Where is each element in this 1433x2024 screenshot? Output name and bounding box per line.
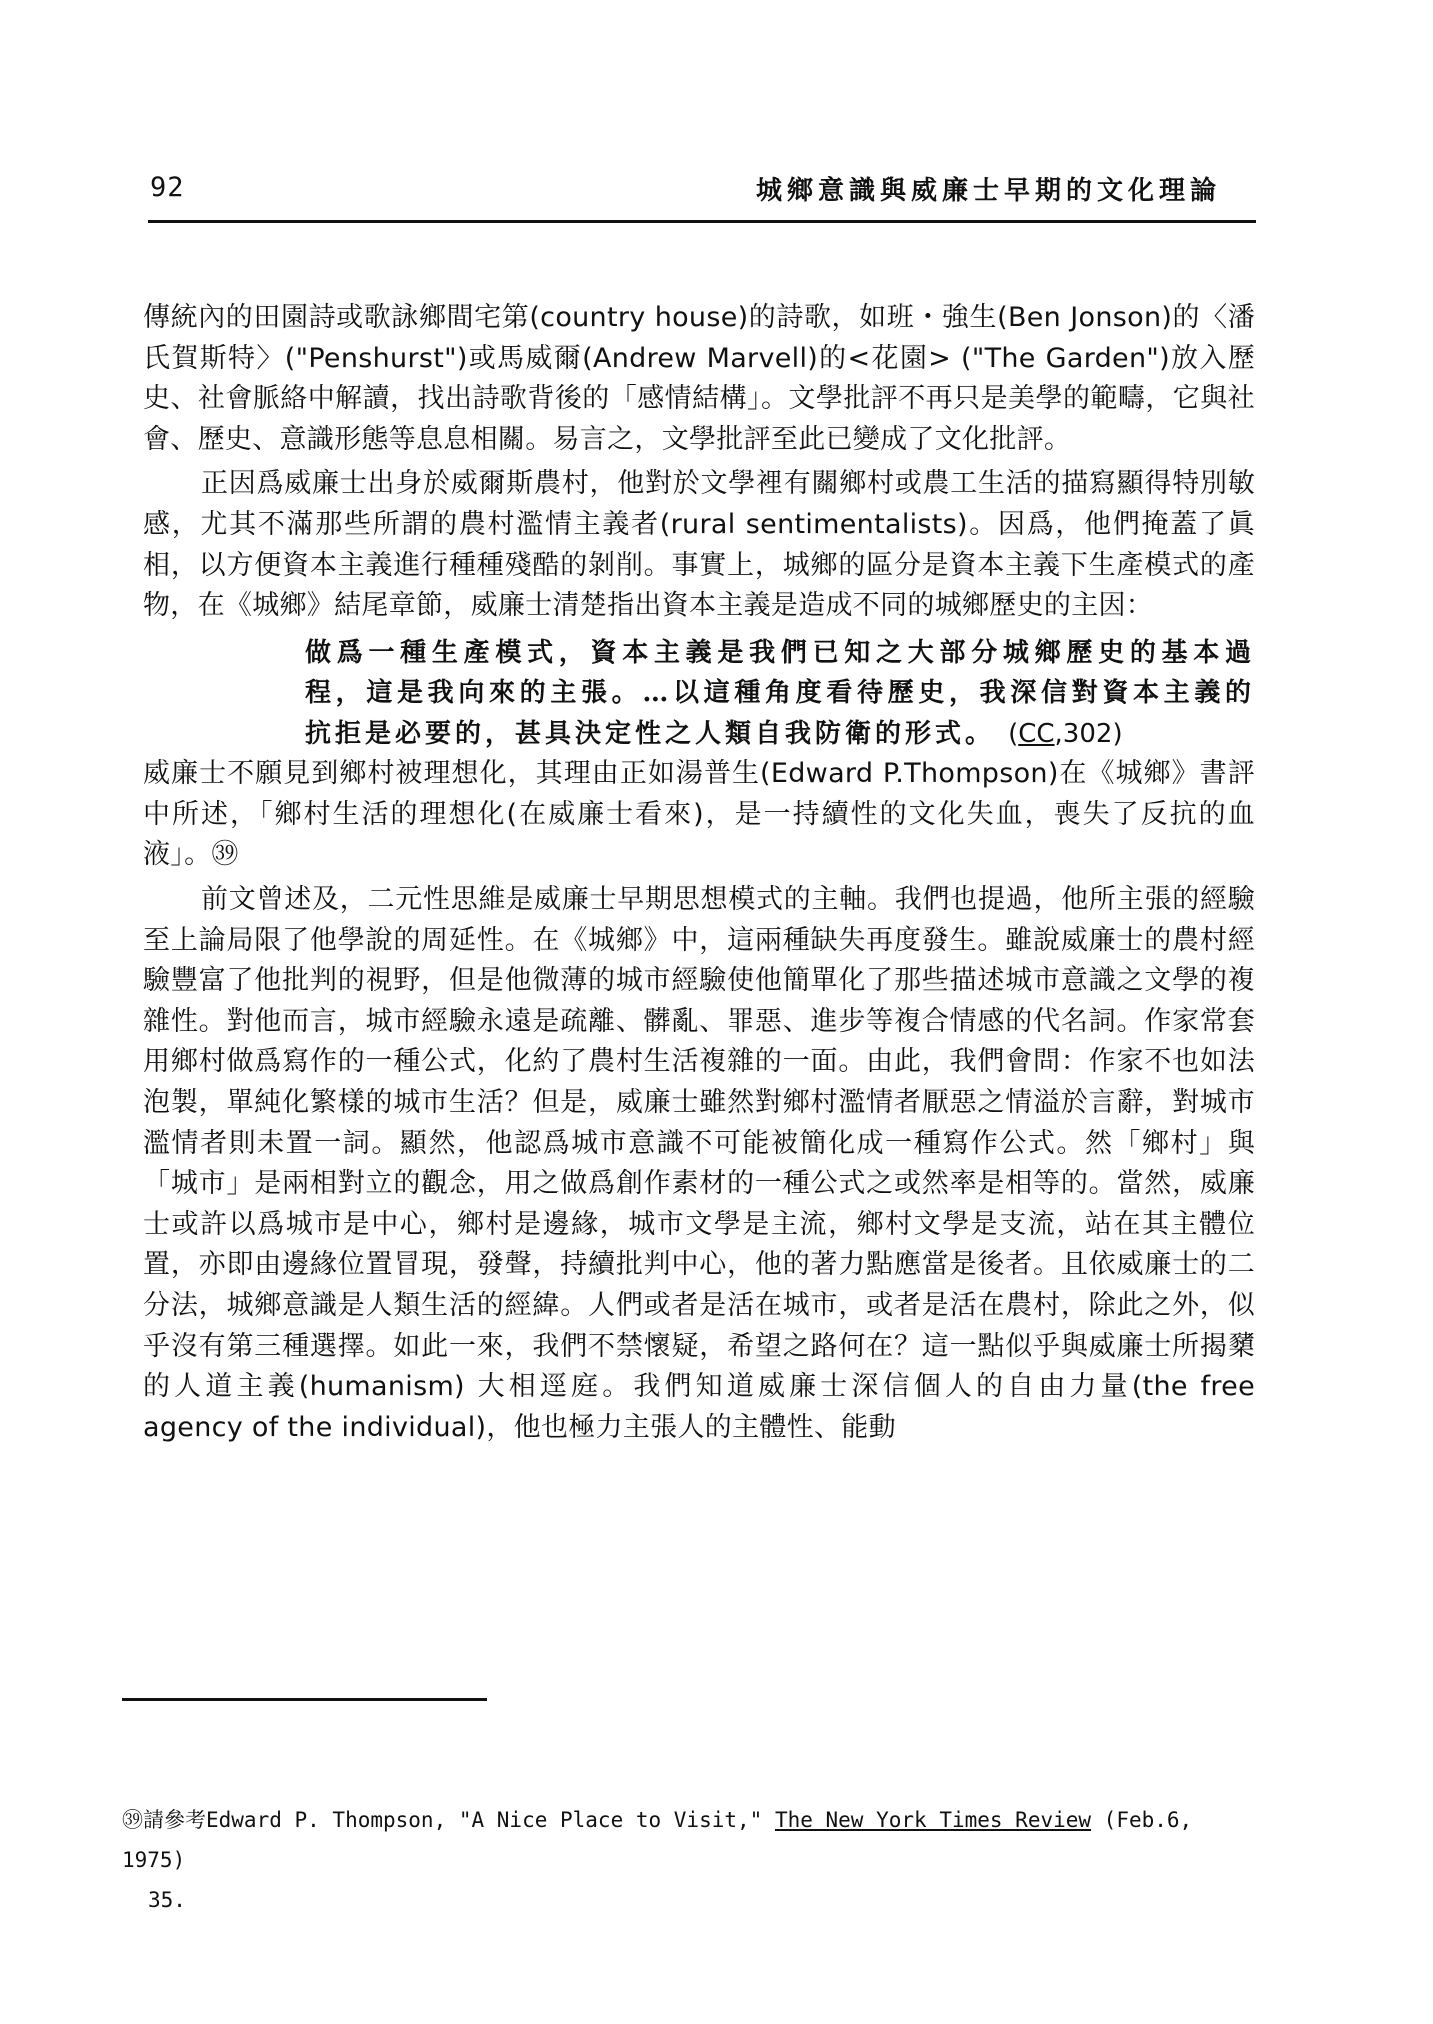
paragraph-2: 正因爲威廉士出身於威爾斯農村，他對於文學裡有關鄉村或農工生活的描寫顯得特別敏感，尤其不滿那些所謂的農村濫情主義者(rural sentimentalists)。因爲，他們掩蓋了眞相，以方便資本主義進行種種殘酷的剝削。事實上，城鄉的區分是資本主義下生產模式的產物，在《城鄉》結尾章節，威廉士清楚指出資本主義是造成不同的城鄉歷史的主因：	[143, 468, 1255, 622]
page-number: 92	[150, 172, 185, 203]
block-quote	[305, 633, 1255, 755]
paragraph-1: 傳統內的田園詩或歌詠鄉間宅第(country house)的詩歌，如班・強生(Ben Jonson)的〈潘氏賀斯特〉("Penshurst")或馬威爾(Andrew Marvell)的<花園> ("The Garden")放入歷史、社會脈絡中解讀，找出詩歌背後的「感情結構」。文學批評不再只是美學的範疇，它與社會、歷史、意識形態等息息相關。易言之，文學批評至此已變成了文化批評。	[143, 302, 1255, 455]
quote-citation	[1008, 719, 1123, 749]
footnote-tail: (Feb.6, 1975)	[122, 1808, 1193, 1872]
paragraph-4: 前文曾述及，二元性思維是威廉士早期思想模式的主軸。我們也提過，他所主張的經驗至上論局限了他學說的周延性。在《城鄉》中，這兩種缺失再度發生。雖說威廉士的農村經驗豐富了他批判的視野，但是他微薄的城市經驗使他簡單化了那些描述城市意識之文學的複雜性。對他而言，城市經驗永遠是疏離、髒亂、罪惡、進步等複合情感的代名詞。作家常套用鄉村做爲寫作的一種公式，化約了農村生活複雜的一面。由此，我們會問：作家不也如法泡製，單純化繁樣的城市生活？但是，威廉士雖然對鄉村濫情者厭惡之情溢於言辭，對城市濫情者則未置一詞。顯然，他認爲城市意識不可能被簡化成一種寫作公式。然「鄉村」與「城市」是兩相對立的觀念，用之做爲創作素材的一種公式之或然率是相等的。當然，威廉士或許以爲城市是中心，鄉村是邊緣，城市文學是主流，鄉村文學是支流，站在其主體位置，亦即由邊緣位置冒現，發聲，持續批判中心，他的著力點應當是後者。且依威廉士的二分法，城鄉意識是人類生活的經緯。人們或者是活在城市，或者是活在農村，除此之外，似乎沒有第三種選擇。如此一來，我們不禁懷疑，希望之路何在？這一點似乎與威廉士所揭櫫的人道主義(humanism) 大相逕庭。我們知道威廉士深信個人的自由力量(the free agency of the individual)，他也極力主張人的主體性、能動	[143, 884, 1255, 1443]
footnote-rule	[122, 1698, 487, 1701]
body-text	[143, 298, 1255, 1448]
footnote-line-1	[122, 1800, 1222, 1880]
footnote-continuation: 35.	[148, 1888, 186, 1912]
running-title: 城鄉意識與威廉士早期的文化理論	[755, 176, 1221, 206]
quote-citation-page: ,302)	[1054, 718, 1123, 749]
footnote-source-title: The New York Times Review	[774, 1808, 1092, 1832]
quote-citation-open: (	[1008, 718, 1019, 749]
header-rule	[148, 220, 1256, 223]
footnote-lead: ㊴請參考Edward P. Thompson, "A Nice Place to Visit,"	[122, 1808, 775, 1832]
footnote	[122, 1800, 1222, 1920]
quote-citation-source: CC	[1018, 718, 1055, 749]
block-quote-text: 做爲一種生產模式，資本主義是我們已知之大部分城鄉歷史的基本過程，這是我向來的主張。…以這種角度看待歷史，我深信對資本主義的抗拒是必要的，甚具決定性之人類自我防衛的形式。	[305, 637, 1255, 749]
paragraph-3: 威廉士不願見到鄉村被理想化，其理由正如湯普生(Edward P.Thompson)在《城鄉》書評中所述，「鄉村生活的理想化(在威廉士看來)，是一持續性的文化失血，喪失了反抗的血液」。㊴	[143, 758, 1255, 871]
